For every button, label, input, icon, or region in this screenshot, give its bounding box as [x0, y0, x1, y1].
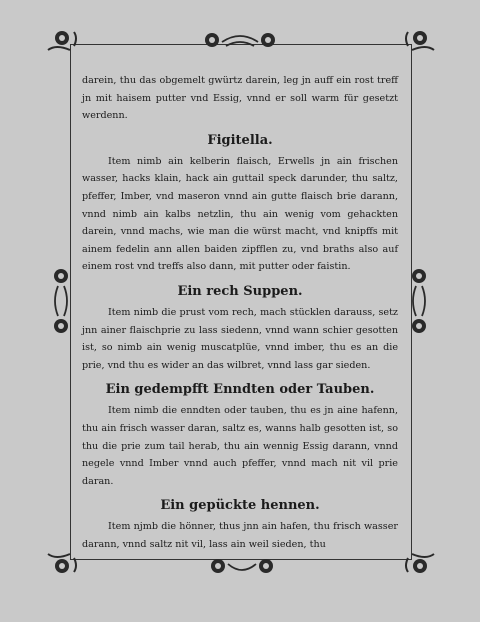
- corner-ornament-top-left-icon: [44, 24, 84, 58]
- recipe-heading: Ein gepückte hennen.: [160, 498, 320, 514]
- recipe-body: Item nimb die enndten oder tauben, thu es jn aine hafenn, thu ain frisch wasser daran, saltz es, wanns halb gesotten ist, so thu die prie zum tail herab, thu ain wennig Essig darann, vnnd negele vnnd Imber vnnd auch pfeffer, vnnd mach nit vil prie daran.: [82, 405, 398, 487]
- recipe-body: Item nimb ain kelberin flaisch, Erwells jn ain frischen wasser, hacks klain, hack ain guttail speck darunder, thu saltz, pfeffer, Imber, vnd maseron vnnd ain gutte flaisch brie darann, vnnd nimb ain kalbs netzlin, thu ain wenig vom gehackten darein, vnnd machs, wie man die würst macht, vnd knipffs mit ainem fedelin ann allen baiden zipfflen zu, vnd braths also auf einem rost vnd treffs also dann, mit putter oder faistin.: [82, 155, 398, 273]
- top-center-ornament-icon: [196, 28, 284, 52]
- corner-ornament-bottom-left-icon: [44, 546, 84, 580]
- side-ornament-left-icon: [48, 266, 74, 336]
- recipe-heading: Ein rech Suppen.: [177, 283, 303, 299]
- continued-paragraph: darein, thu das obgemelt gwürtz darein, leg jn auff ein rost treff jn mit haisem putter vnd Essig, vnnd er soll warm für gesetzt werdenn.: [82, 75, 398, 122]
- recipe-heading: Ein gedempfft Enndten oder Tauben.: [105, 382, 375, 398]
- corner-ornament-bottom-right-icon: [398, 546, 438, 580]
- corner-ornament-top-right-icon: [398, 24, 438, 58]
- recipe-text-block: [82, 72, 398, 553]
- recipe-body: Item nimb die prust vom rech, mach stücklen darauss, setz jnn ainer flaischprie zu lass siedenn, vnnd wann schier gesotten ist, so nimb ain wenig muscatplüe, vnnd imber, thu es an die prie, vnd thu es wider an das wilbret, vnnd lass gar sieden.: [82, 306, 398, 371]
- recipe-body: Item njmb die hönner, thus jnn ain hafen, thu frisch wasser darann, vnnd saltz nit vil, lass ain weil sieden, thu: [82, 521, 398, 550]
- side-ornament-right-icon: [406, 266, 432, 336]
- bottom-center-ornament-icon: [204, 554, 280, 578]
- recipe-heading: Figitella.: [207, 132, 273, 148]
